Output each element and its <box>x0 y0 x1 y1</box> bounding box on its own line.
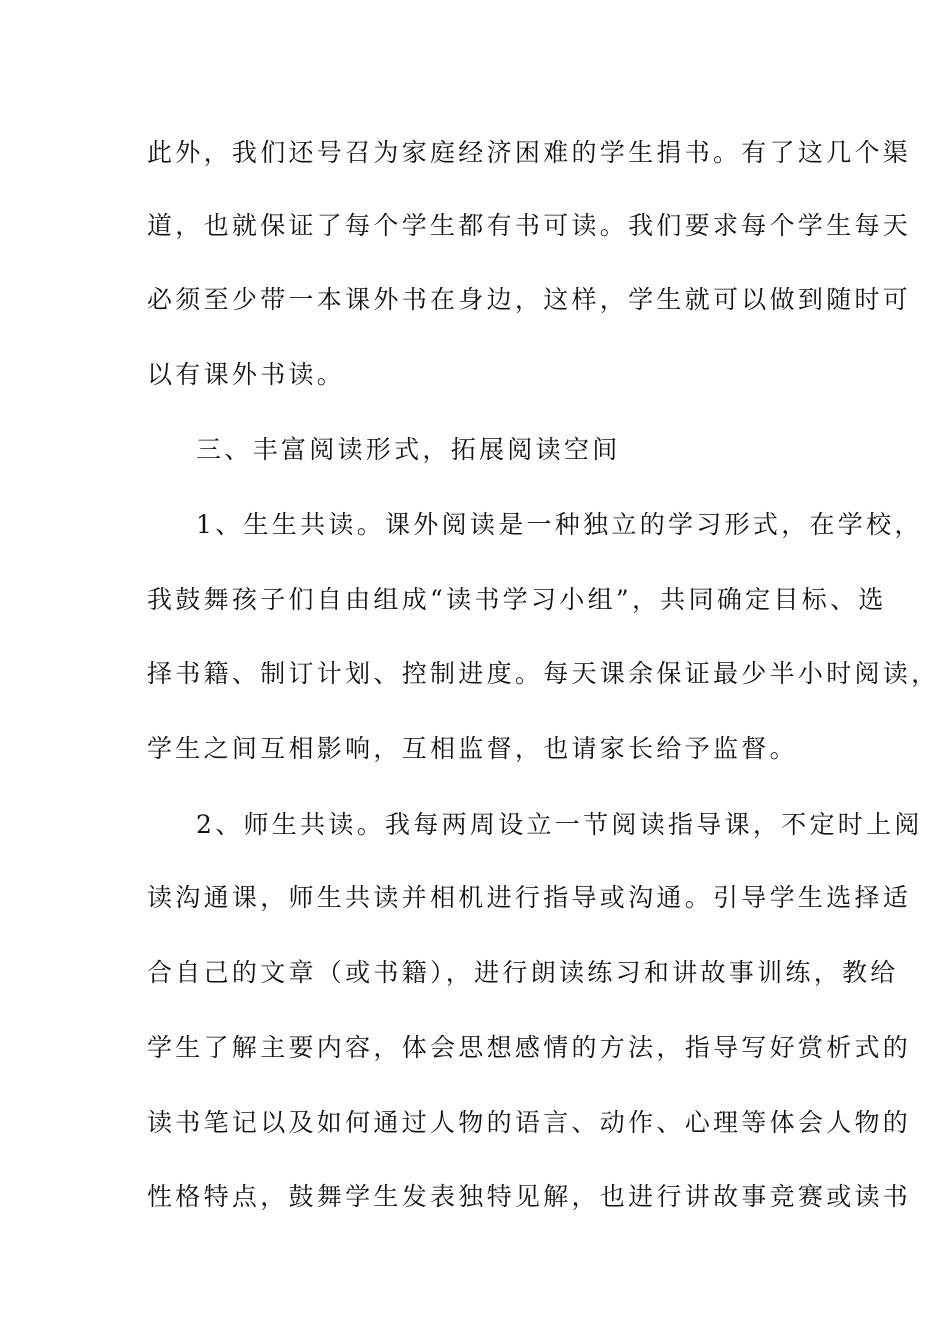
section-heading: 三、丰富阅读形式，拓展阅读空间 <box>196 435 621 464</box>
text-line: 读沟通课，师生共读并相机进行指导或沟通。引导学生选择适 <box>147 883 912 912</box>
paragraph-first-line: 1、生生共读。课外阅读是一种独立的学习形式，在学校， <box>196 510 923 539</box>
text-line: 读书笔记以及如何通过人物的语言、动作、心理等体会人物的 <box>147 1108 912 1137</box>
text-line: 择书籍、制订计划、控制进度。每天课余保证最少半小时阅读， <box>147 659 940 688</box>
text-line: 学生了解主要内容，体会思想感情的方法，指导写好赏析式的 <box>147 1033 912 1062</box>
text-line: 道，也就保证了每个学生都有书可读。我们要求每个学生每天 <box>147 211 912 240</box>
paragraph-first-line: 2、师生共读。我每两周设立一节阅读指导课，不定时上阅 <box>196 810 923 839</box>
text-line: 以有课外书读。 <box>147 360 346 389</box>
text-line: 此外，我们还号召为家庭经济困难的学生捐书。有了这几个渠 <box>147 138 912 167</box>
text-line: 性格特点，鼓舞学生发表独特见解，也进行讲故事竞赛或读书 <box>147 1182 912 1211</box>
text-line: 必须至少带一本课外书在身边，这样，学生就可以做到随时可 <box>147 285 912 314</box>
text-line: 学生之间互相影响，互相监督，也请家长给予监督。 <box>147 734 798 763</box>
text-line: 合自己的文章（或书籍），进行朗读练习和讲故事训练，教给 <box>147 958 899 987</box>
text-line: 我鼓舞孩子们自由组成“读书学习小组”，共同确定目标、选 <box>147 585 887 614</box>
